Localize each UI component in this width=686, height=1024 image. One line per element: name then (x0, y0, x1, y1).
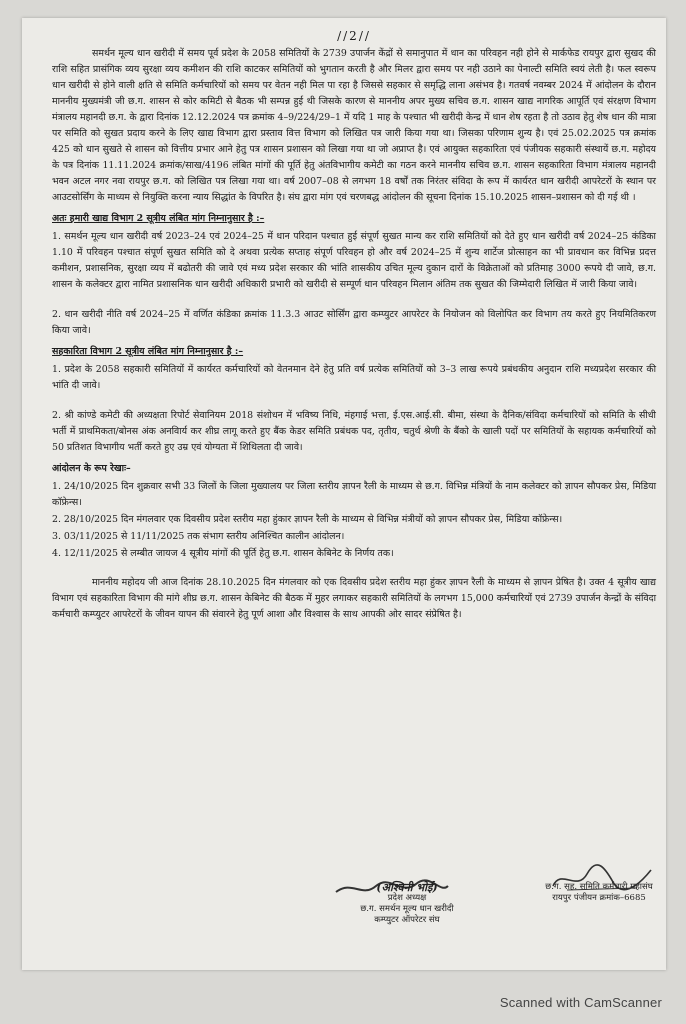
food-dept-heading: अतः हमारी खाद्य विभाग 2 सूत्रीय लंबित मांग निम्नानुसार है :– (52, 213, 265, 224)
movement-item: 1. 24/10/2025 दिन शुक्रवार सभी 33 जिलों के जिला मुख्यालय पर जिला स्तरीय ज्ञापन रैली के माध्यम से छ.ग. विभिन्न मंत्रियों के नाम कलेक्टर को ज्ञापन सौपकर प्रेस, मिडिया कॉफ्रेन्स। (52, 481, 656, 508)
signatory-name: (अश्विनी भोई) (376, 881, 438, 894)
signature-right (534, 882, 664, 904)
movement-heading: आंदोलन के रूप रेखाः– (52, 463, 131, 474)
coop-demand-2: 2. श्री कांण्डे कमेटी की अध्यक्षता रिपोर्ट सेवानियम 2018 संशोधन में भविष्य निधि, मंहगाई भत्ता, ई.एस.आई.सी. बीमा, संस्था के दैनिक/संविदा कर्मचारियों को समिति के सीधी भर्ती में प्राथमिकता/बोनस अंक अनविार्य कर शीघ्र लागू करते हुए बैंक केडर समिति प्रबंधक पद, तृतीय, चतुर्थ श्रेणी के बैंको के खाली पदों पर समितियों के सहायक कर्मचारियों को 50 प्रतिशत विभागीय भर्ती करते हुए उम्र एवं योग्यता में शिथिलता दी जावे। (52, 410, 656, 453)
signatory-right-org-line1: छ.ग. सह. समिति कर्मचारी महासंघ (545, 882, 653, 892)
document-page (22, 18, 666, 970)
movement-item: 4. 12/11/2025 से लम्बीत जायज 4 सूत्रीय मांगों की पूर्ति हेतु छ.ग. शासन केबिनेट के निर्णय तक। (52, 548, 394, 559)
movement-list (52, 479, 656, 562)
signature-area (272, 881, 653, 942)
document-body (52, 28, 656, 920)
signature-left (312, 882, 502, 926)
food-demand-1: 1. समर्थन मूल्य धान खरीदी वर्ष 2023–24 एवं 2024–25 में धान परिदान पश्चात हुई संपूर्ण सुखत मान्य कर राशि समितियों को देते हुए धान खरीदी वर्ष 2024–25 कंडिका 1.10 में परिवहन पश्चात संपूर्ण सुखत समिति को दे अथवा प्रत्येक सप्ताह संपूर्ण परिवहन हो और वर्ष 2024–25 में शुन्य शार्टेज प्रोत्साहन का भी प्रावधान कर विभिन्न प्रदत्त कमीशन, प्रशासनिक, सुरक्षा व्यय में बढोतरी की जावे एवं मध्य प्रदेश सरकार की भांति शासकीय उचित मूल्य दुकान दारों के विक्रेताओं को प्रतिमाह 3000 रूपये दी जावे, छ.ग. शासन के कलेक्टर द्वारा नामित प्रशासनिक धान खरीदी अधिकारी प्रभारी को खरीदी से सम्पूर्ण धान परिवहन मिलान अंतिम तक सुखत की जिम्मेदारी लिखित में जारी किया जावे। (52, 231, 656, 290)
coop-dept-heading: सहकारिता विभाग 2 सूत्रीय लंबित मांग निम्नानुसार है :– (52, 346, 244, 357)
signatory-role: प्रदेश अध्यक्ष (387, 893, 427, 903)
food-demand-2: 2. धान खरीदी नीति वर्ष 2024–25 में वर्णित कंडिका क्रमांक 11.3.3 आउट सोर्सिंग द्वारा कम्प्युटर आपरेटर के नियोजन को विलोपित कर विभाग तय करते हुए नियमितिकरण किया जावे। (52, 309, 656, 336)
intro-paragraph: समर्थन मूल्य धान खरीदी में समय पूर्व प्रदेश के 2058 समितियों के 2739 उपार्जन केंद्रों से समानुपात में धान का परिवहन नही होने से मार्कफेड रायपुर द्वारा सुखद की राशि सहित प्रासंगिक व्यय सुरक्षा व्यय कमीशन की राशि काटकर समितियों को भुगतान करती है और मिलर द्वारा समय पर नही उठाने का पेनाल्टी समिति स्वयं लेती है। फल स्वरूप धान खरीदी से होने वाली क्षति से समिति कर्मचारियों को समय पर वेतन नही मिल पा रहा है जिससे सहकार से समृद्धि लाना असंभव है। गतवर्ष नवम्बर 2024 में आंदोलन के दौरान माननीय मुख्यमंत्री जी छ.ग. शासन से कोर कमिटी से बैठक भी सम्पन्न हुई थी जिसके कारण से माननीय अपर मुख्य सचिव छ.ग. शासन खाद्य नागरिक आपूर्ति एवं संरक्षण विभाग मंत्रालय महानदी छ.ग. के द्वारा दिनांक 12.12.2024 पत्र क्रमांक 4–9/224/29–1 में यदि 1 माह के पश्चात भी खरीदी केन्द्र में धान शेष रहता है तो उठाव हेतु शेष धान की मात्रा पर समिति को सुखत प्रदाय करने के लिए खाद्य विभाग द्वारा प्रस्ताव वित्त विभाग को लिखित पत्र जारी किया गया था। जिसका परिणाम शुन्य है। एवं 25.02.2025 पत्र क्रमांक 425 को धान सुखते से शासन को वित्तीय प्रभार आने हेतु पत्र शासन प्रशासन को लिखा गया था जो अप्राप्त है। एवं आयुक्त सहकारिता एवं पंजीयक सहकारी संस्थायें छ.ग. महोदय के पत्र दिनांक 11.11.2024 क्रमांक/साख/4196 लंबित मांगों की पूर्ति हेतु अंतविभागीय कमेटी का गठन करने माननीय सचिव छ.ग. शासन सहकारिता विभाग मंत्रालय महानदी भवन अटल नगर नवा रायपुर छ.ग. को लिखित पत्र लिखा गया था। वर्ष 2007–08 से लगभग 18 वर्षों तक निरंतर संविदा के रूप में कार्यरत धान खरीदी आपरेटरों के स्थान पर आउटसोर्सिंग के माध्यम से नियुक्ति करना न्याय सिद्धांत के विपरित है। संघ द्वारा मांग एवं चरणबद्ध आंदोलन की सूचना दिनांक 15.10.2025 शासन–प्रशासन को दी गई थी । (52, 48, 656, 203)
closing-paragraph: माननीय महोदय जी आज दिनांक 28.10.2025 दिन मंगलवार को एक दिवसीय प्रदेश स्तरीय महा हुंकर ज्ञापन रैली के माध्यम से ज्ञापन प्रेषित है। उक्त 4 सूत्रीय खाद्य विभाग एवं सहकारिता विभाग की मांगे शीघ्र छ.ग. शासन केबिनेट की बैठक में मुहर लगाकर सहकारी समितियों के लगभग 15,000 कर्मचारियों एवं 2739 उपार्जन केन्द्रों के संविदा कर्मचारी कम्प्युटर आपरेटरों के जीवन यापन की संवारने हेतु पूर्ण आशा और विश्वास के साथ आपकी ओर सादर संप्रेषित है। (52, 577, 656, 620)
scanner-watermark: Scanned with CamScanner (499, 995, 662, 1010)
movement-item: 2. 28/10/2025 दिन मंगलवार एक दिवसीय प्रदेश स्तरीय महा हुंकार ज्ञापन रैली के माध्यम से विभिन्न मंत्रीयों को ज्ञापन सौपकर प्रेस, मिडिया कॉफ्रेन्स। (52, 514, 563, 525)
signatory-org-line1: छ.ग. समर्थन मूल्य धान खरीदी (360, 904, 454, 914)
coop-demand-1: 1. प्रदेश के 2058 सहकारी समितियों में कार्यरत कर्मचारियों को वेतनमान देने हेतु प्रति वर्ष प्रत्येक समितियों को 3–3 लाख रूपये प्रबंधकीय अनुदान राशि मध्यप्रदेश सरकार की भांति दी जावे। (52, 364, 656, 391)
signatory-right-org-line2: रायपुर पंजीयन क्रमांक–6685 (552, 893, 646, 903)
signatory-org-line2: कम्प्युटर ऑपरेटर संघ (374, 915, 440, 925)
page-number: //2// (337, 29, 371, 43)
movement-item: 3. 03/11/2025 से 11/11/2025 तक संभाग स्तरीय अनिश्चित कालीन आंदोलन। (52, 531, 345, 542)
